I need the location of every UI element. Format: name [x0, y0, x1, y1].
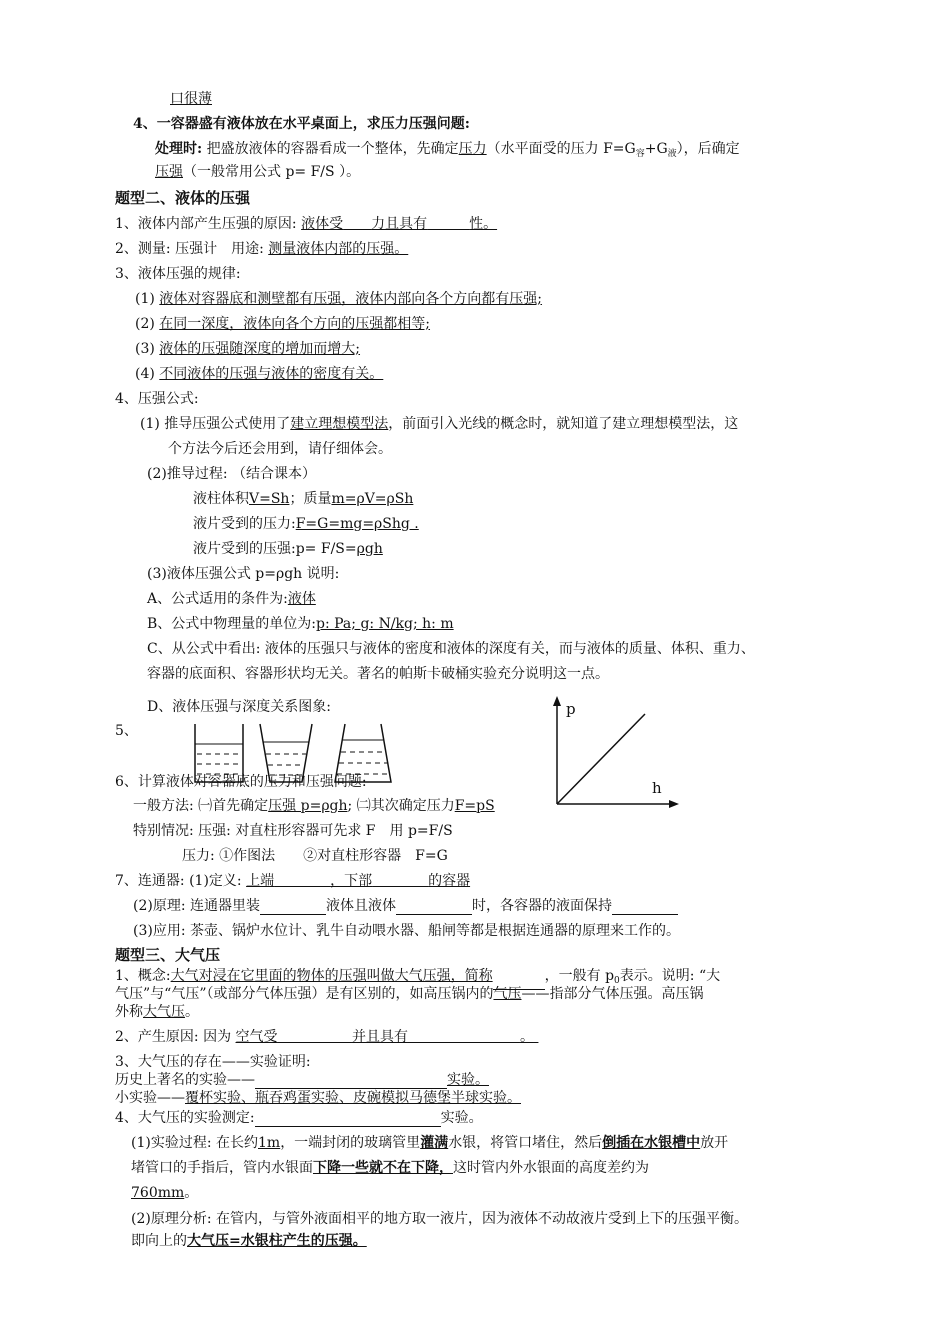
formula-a — [147, 590, 316, 608]
subscript: 容 — [635, 149, 645, 159]
text: 即向上的 — [131, 1233, 187, 1249]
a1-line-2 — [115, 985, 703, 1003]
experiment-line-1 — [131, 1134, 728, 1152]
derive-3 — [193, 540, 383, 558]
text: （水平面受的压力 F=G — [486, 141, 636, 157]
formula-1a — [140, 415, 738, 433]
underlined-text — [236, 1029, 539, 1045]
derive-1 — [193, 490, 413, 508]
underlined-text: 液体对容器底和测壁都有压强，液体内部向各个方向都有压强; — [159, 291, 543, 307]
text: 放开 — [700, 1135, 729, 1151]
underlined-text: 液体的压强随深度的增加而增大; — [159, 341, 361, 357]
text: 空气受 — [235, 1029, 278, 1045]
s1-line — [115, 215, 497, 233]
underlined-text: 大气压 — [143, 1004, 185, 1020]
s3-line: 3、液体压强的规律: — [115, 266, 241, 282]
formula-2: (2)推导过程: （结合课本） — [147, 466, 316, 482]
underlined-text: 不同液体的压强与液体的密度有关。 — [159, 366, 384, 382]
text: 的容器 — [428, 873, 471, 889]
underlined-text: 760mm — [131, 1185, 185, 1201]
underlined-text: F=pS — [454, 798, 495, 814]
analysis-line-2 — [131, 1232, 367, 1250]
special-case-2: 压力: ①作图法 ②对直柱形容器 F=G — [182, 848, 448, 864]
text: ; ㈡其次确定压力 — [347, 798, 455, 814]
text: 液片受到的压强: — [193, 541, 296, 557]
axis-h-label: h — [652, 779, 662, 797]
derive-2 — [193, 515, 419, 533]
text: 把盛放液体的容器看成一个整体，先确定 — [206, 141, 459, 157]
subscript: 液 — [667, 149, 677, 159]
text: 1、液体内部产生压强的原因: — [115, 216, 297, 232]
s4-line: 4、压强公式: — [115, 391, 199, 407]
experiment-line-3 — [131, 1184, 198, 1202]
application-line: (3)应用: 茶壶、锅炉水位计、乳牛自动喂水器、船闸等都是根据连通器的原理来工作的。 — [133, 923, 680, 939]
underlined-text: 下降一些就不在下降， — [313, 1160, 453, 1176]
blank-line — [396, 900, 472, 915]
underlined-text — [246, 873, 470, 889]
rule-2 — [135, 315, 430, 333]
text: (1)实验过程: 在长约 — [131, 1135, 258, 1151]
formula-b — [147, 615, 454, 633]
underlined-text: p: Pa; g: N/kg; h: m — [316, 616, 454, 632]
text: ，下部 — [330, 873, 373, 889]
underlined-text: 测量液体内部的压强。 — [268, 241, 409, 257]
a3-small-experiment-line — [115, 1089, 521, 1107]
text: 力且具有 — [371, 216, 428, 232]
text: ，前面引入光线的概念时，就知道了建立理想模型法，这 — [388, 416, 739, 432]
text: A、公式适用的条件为: — [147, 591, 288, 607]
underlined-text: 口很薄 — [170, 91, 212, 107]
text: 2、测量: 压强计 用途: — [115, 241, 264, 257]
underlined-text: 压力 — [458, 141, 487, 157]
item-5-number: 5、 — [115, 723, 138, 739]
text: 。 — [184, 1185, 199, 1201]
blank-line — [612, 900, 678, 915]
underlined-text: F=G=mg=ρShg . — [295, 516, 419, 532]
text: 并且具有 — [351, 1029, 408, 1045]
text: 上端 — [246, 873, 275, 889]
text: (4) — [135, 366, 155, 382]
a1-line-3 — [115, 1003, 199, 1021]
underlined-text: 实验。 — [447, 1072, 489, 1088]
text: 性。 — [469, 216, 498, 232]
formula-1b: 个方法今后还会用到，请仔细体会。 — [168, 441, 392, 457]
special-case-1: 特别情况: 压强: 对直柱形容器可先求 F 用 p=F/S — [133, 823, 453, 839]
s2-line — [115, 240, 408, 258]
text: 4、大气压的实验测定: — [115, 1110, 255, 1126]
item4-body-2 — [155, 163, 360, 181]
formula-c2: 容器的底面积、容器形状均无关。著名的帕斯卡破桶实验充分说明这一点。 — [147, 666, 609, 682]
text: 液片受到的压力: — [193, 516, 296, 532]
s6-line: 6、计算液体对容器底的压力和压强问题: — [115, 774, 367, 790]
underlined-text: 压强 — [155, 164, 183, 180]
underlined-text: 1m — [258, 1135, 281, 1151]
underlined-text: 建立理想模型法 — [290, 416, 389, 432]
underlined-text: 倒插在水银槽中 — [602, 1135, 701, 1151]
formula-d: D、液体压强与深度关系图象: — [147, 699, 331, 715]
text: ——指部分气体压强。高压锅 — [521, 986, 704, 1002]
blank-line — [255, 1074, 447, 1089]
experiment-line-2 — [131, 1159, 649, 1177]
blank-line — [260, 900, 326, 915]
text: ，一般有 p — [544, 968, 615, 984]
underlined-text: 气压 — [493, 986, 522, 1002]
underlined-text: m=ρV=ρSh — [331, 491, 414, 507]
rule-3 — [135, 340, 360, 358]
text: 。 — [185, 1004, 199, 1020]
text: 小实验—— — [115, 1090, 185, 1106]
underlined-text: 在同一深度，液体向各个方向的压强都相等; — [159, 316, 431, 332]
text: 1、概念: — [115, 968, 171, 984]
text: p= F/S= — [295, 541, 357, 557]
rule-1 — [135, 290, 551, 308]
underlined-text — [301, 216, 497, 232]
axis-p-label: p — [566, 700, 576, 718]
general-method — [133, 797, 495, 815]
text: (3) — [135, 341, 155, 357]
underlined-text: 灌满 — [420, 1135, 449, 1151]
underlined-text: 覆杯实验、瓶吞鸡蛋实验、皮碗模拟马德堡半球实验。 — [185, 1090, 521, 1106]
text: ，一端封闭的玻璃管里 — [280, 1135, 421, 1151]
text: 气压”与“气压”（或部分气体压强）是有区别的，如高压锅内的 — [115, 986, 494, 1002]
item4-label: 处理时: — [155, 141, 203, 157]
text: (1) 推导压强公式使用了 — [140, 416, 291, 432]
underlined-text: 大气对浸在它里面的物体的压强叫做大气压强，简称 — [170, 968, 493, 984]
a3-history-line — [115, 1071, 489, 1089]
text: (2) — [135, 316, 155, 332]
text: 7、连通器: (1)定义: — [115, 873, 242, 889]
text: 堵管口的手指后，管内水银面 — [131, 1160, 313, 1176]
item4-title: 4、一容器盛有液体放在水平桌面上，求压力压强问题: — [133, 116, 470, 132]
heading-section-3: 题型三、大气压 — [115, 946, 221, 964]
text: 。 — [519, 1029, 534, 1045]
analysis-line-1: (2)原理分析: 在管内，与管外液面相平的地方取一液片，因为液体不动故液片受到上下的压强平衡。 — [131, 1211, 748, 1227]
line-kou-hen-bao — [170, 90, 212, 108]
text: （一般常用公式 p= F/S ）。 — [183, 164, 361, 180]
principle-line — [133, 897, 678, 915]
blank-line — [255, 1112, 441, 1127]
underlined-text: V=Sh — [249, 491, 290, 507]
text: 实验。 — [440, 1110, 483, 1126]
text: 表示。说明: “大 — [619, 968, 721, 984]
formula-c1: C、从公式中看出: 液体的压强只与液体的密度和液体的深度有关，而与液体的质量、体积、重力、 — [147, 641, 755, 657]
text: 2、产生原因: 因为 — [115, 1029, 232, 1045]
text: ；质量 — [289, 491, 332, 507]
a3-line: 3、大气压的存在——实验证明: — [115, 1054, 311, 1070]
text: +G — [644, 141, 668, 157]
a2-line — [115, 1028, 538, 1046]
text: 液柱体积 — [193, 491, 249, 507]
text: ），后确定 — [676, 141, 740, 157]
rule-4 — [135, 365, 383, 383]
s7-line — [115, 872, 470, 890]
item4-body-1 — [155, 140, 740, 163]
text: 水银，将管口堵住，然后 — [448, 1135, 603, 1151]
text: 外称 — [115, 1004, 143, 1020]
underlined-text: ρgh — [356, 541, 383, 557]
text: (2)原理: 连通器里装 — [133, 898, 260, 914]
text: 一般方法: ㈠首先确定 — [133, 798, 269, 814]
underlined-text: 液体 — [287, 591, 316, 607]
underlined-text: 大气压=水银柱产生的压强。 — [187, 1233, 367, 1249]
text: 液体受 — [301, 216, 344, 232]
text: B、公式中物理量的单位为: — [147, 616, 317, 632]
text: 历史上著名的实验—— — [115, 1072, 255, 1088]
text: 这时管内外水银面的高度差约为 — [453, 1160, 649, 1176]
formula-3: (3)液体压强公式 p=ρgh 说明: — [147, 566, 340, 582]
underlined-text: 压强 p=ρgh — [268, 798, 348, 814]
text: (1) — [135, 291, 155, 307]
text: 液体且液体 — [326, 898, 396, 914]
text: 时，各容器的液面保持 — [472, 898, 612, 914]
heading-section-2: 题型二、液体的压强 — [115, 189, 251, 207]
subscript: 0 — [614, 976, 620, 986]
a4-line — [115, 1109, 483, 1127]
